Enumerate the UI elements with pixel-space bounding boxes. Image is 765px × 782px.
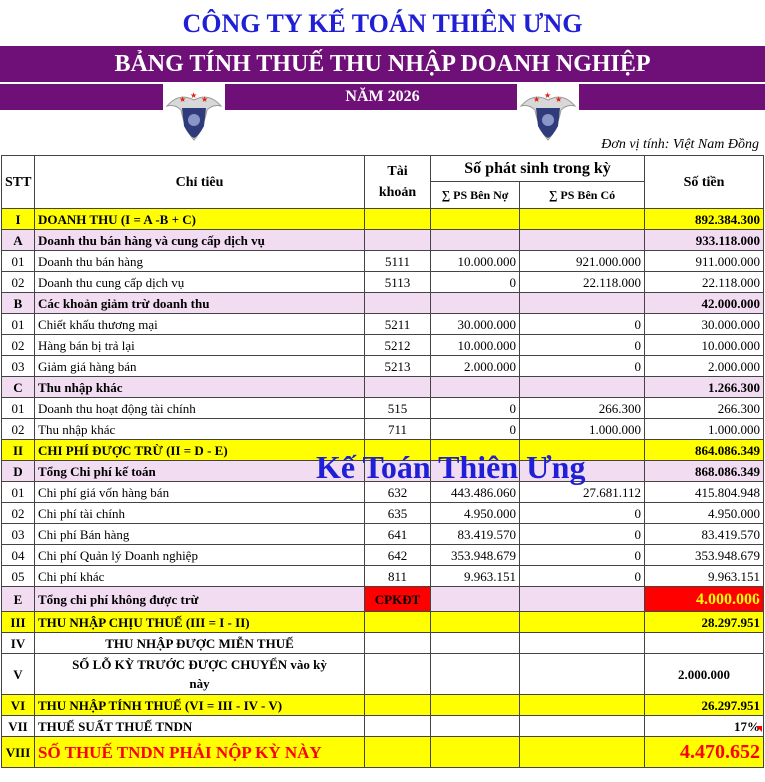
company-logo	[163, 84, 225, 146]
svg-text:★: ★	[555, 95, 563, 104]
svg-text:★: ★	[179, 95, 187, 104]
comment-marker	[756, 596, 762, 602]
table-row: A Doanh thu bán hàng và cung cấp dịch vụ 933.118.000	[2, 230, 764, 251]
col-tai-khoan: Tài khoản	[365, 156, 431, 209]
col-ps-no: ∑ PS Bên Nợ	[431, 182, 520, 209]
table-row: 02 Hàng bán bị trả lại 5212 10.000.000 0 10.000.000	[2, 335, 764, 356]
watermark-text: Kế Toán Thiên Ưng	[316, 449, 586, 485]
table-row: IV THU NHẬP ĐƯỢC MIỄN THUẾ	[2, 633, 764, 654]
table-row: 03 Chi phí Bán hàng 641 83.419.570 0 83.419.570	[2, 524, 764, 545]
svg-text:★: ★	[533, 95, 541, 104]
table-row: V SỐ LỖ KỲ TRƯỚC ĐƯỢC CHUYỂN vào kỳ này 2.000.000	[2, 654, 764, 695]
report-year: NĂM 2026	[0, 84, 765, 110]
cpkdt-badge: CPKĐT	[365, 587, 431, 612]
table-row: C Thu nhập khác 1.266.300	[2, 377, 764, 398]
svg-text:★: ★	[201, 95, 209, 104]
svg-text:★: ★	[544, 91, 552, 100]
col-ps-co: ∑ PS Bên Có	[520, 182, 645, 209]
table-row: 02 Thu nhập khác 711 0 1.000.000 1.000.000	[2, 419, 764, 440]
table-row: E Tổng chi phí không được trừ CPKĐT 4.000.000	[2, 587, 764, 612]
table-row: 01 Doanh thu bán hàng 5111 10.000.000 921.000.000 911.000.000	[2, 251, 764, 272]
company-name: CÔNG TY KẾ TOÁN THIÊN ƯNG	[182, 9, 583, 38]
report-title: BẢNG TÍNH THUẾ THU NHẬP DOANH NGHIỆP	[0, 46, 765, 82]
comment-marker	[756, 726, 762, 732]
table-row: VIII SỐ THUẾ TNDN PHẢI NỘP KỲ NÀY 4.470.652	[2, 737, 764, 768]
table-row: 04 Chi phí Quản lý Doanh nghiệp 642 353.948.679 0 353.948.679	[2, 545, 764, 566]
table-row: 05 Chi phí khác 811 9.963.151 0 9.963.151	[2, 566, 764, 587]
col-so-tien: Số tiền	[645, 156, 764, 209]
col-chi-tieu: Chỉ tiêu	[35, 156, 365, 209]
table-row: 03 Giảm giá hàng bán 5213 2.000.000 0 2.000.000	[2, 356, 764, 377]
currency-unit: Đơn vị tính: Việt Nam Đồng	[601, 137, 759, 152]
table-row: 01 Chiết khấu thương mại 5211 30.000.000 0 30.000.000	[2, 314, 764, 335]
table-row: D Tổng Chi phí kế toán 868.086.349	[2, 461, 764, 482]
table-row: 02 Doanh thu cung cấp dịch vụ 5113 0 22.118.000 22.118.000	[2, 272, 764, 293]
company-logo	[517, 84, 579, 146]
col-stt: STT	[2, 156, 35, 209]
table-row: III THU NHẬP CHỊU THUẾ (III = I - II) 28.297.951	[2, 612, 764, 633]
svg-text:★: ★	[190, 91, 198, 100]
table-row: 01 Chi phí giá vốn hàng bán 632 443.486.060 27.681.112 415.804.948	[2, 482, 764, 503]
table-row: 02 Chi phí tài chính 635 4.950.000 0 4.950.000	[2, 503, 764, 524]
table-row: B Các khoản giảm trừ doanh thu 42.000.000	[2, 293, 764, 314]
table-row: VII THUẾ SUẤT THUẾ TNDN 17%	[2, 716, 764, 737]
table-row: II CHI PHÍ ĐƯỢC TRỪ (II = D - E) 864.086.349	[2, 440, 764, 461]
table-row: 01 Doanh thu hoạt động tài chính 515 0 266.300 266.300	[2, 398, 764, 419]
table-row: I DOANH THU (I = A -B + C) 892.384.300	[2, 209, 764, 230]
table-row: VI THU NHẬP TÍNH THUẾ (VI = III - IV - V) 26.297.951	[2, 695, 764, 716]
col-so-phat-sinh: Số phát sinh trong kỳ	[431, 156, 645, 182]
